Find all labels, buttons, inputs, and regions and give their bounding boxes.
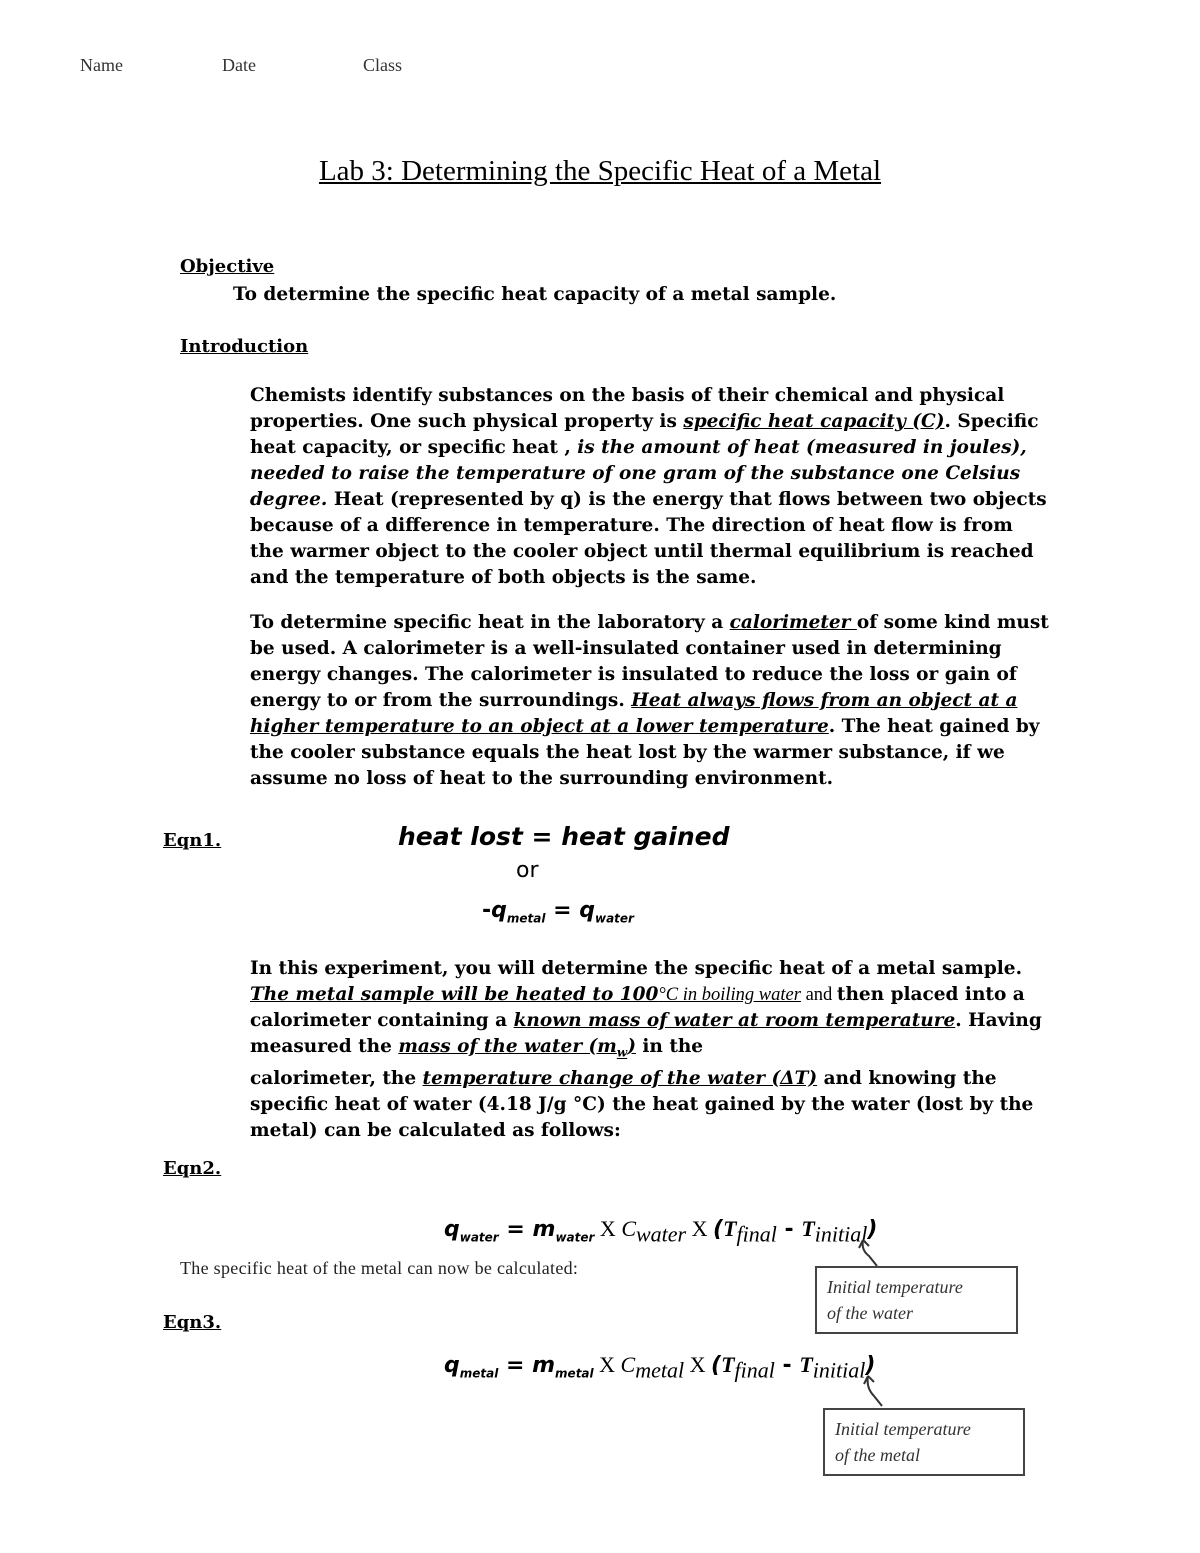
callout-1-line-2: of the water [827, 1303, 913, 1323]
callout-2-pointer [860, 1374, 900, 1410]
eqn1-heat-balance: heat lost = heat gained [398, 822, 730, 851]
introduction-heading: Introduction [180, 336, 309, 357]
eqn1-or: or [516, 858, 539, 883]
eqn2-formula: $q_{water} = m_{water}$ X $C_{water}$ X $(T_{final} - T_{initial})$ [444, 1216, 878, 1247]
class-label: Class [363, 55, 403, 75]
note-text: The specific heat of the metal can now be calculated: [180, 1258, 579, 1278]
callout-initial-temp-metal [823, 1408, 1025, 1476]
eqn1-label: Eqn1. [163, 830, 222, 851]
callout-2-line-2: of the metal [835, 1445, 920, 1465]
objective-heading: Objective [180, 256, 275, 277]
callout-1-line-1: Initial temperature [827, 1277, 963, 1297]
callout-initial-temp-water [815, 1266, 1018, 1334]
page-title: Lab 3: Determining the Specific Heat of a Metal [318, 155, 882, 187]
eqn1-q-balance: $-q_{metal} = q_{water}$ [482, 898, 634, 926]
intro-paragraph-1: Chemists identify substances on the basis of their chemical and physical properties. One such physical property is specific heat capacity (C). Specific heat capacity, or specific heat , is the amount of heat (measured in joules), needed to raise the temperature of one gram of the substance one Celsius degree. Heat (represented by q) is the energy that flows between two objects because of a difference in temperature. The direction of heat flow is from the warmer object to the cooler object until thermal equilibrium is reached and the temperature of both objects is the same. [250, 385, 1047, 588]
name-label: Name [80, 55, 123, 75]
objective-text: To determine the specific heat capacity of a metal sample. [233, 284, 837, 305]
eqn3-formula: $q_{metal} = m_{metal}$ X $C_{metal}$ X $(T_{final} - T_{initial})$ [444, 1352, 876, 1383]
eqn3-label: Eqn3. [163, 1312, 222, 1333]
callout-2-line-1: Initial temperature [835, 1419, 971, 1439]
intro-paragraph-2: To determine specific heat in the laboratory a calorimeter of some kind must be used. A calorimeter is a well-insulated container used in determining energy changes. The calorimeter is insulated to reduce the loss or gain of energy to or from the surroundings. Heat always flows from an object at a higher temperature to an object at a lower temperature. The heat gained by the cooler substance equals the heat lost by the warmer substance, if we assume no loss of heat to the surrounding environment. [250, 612, 1049, 789]
eqn2-label: Eqn2. [163, 1158, 222, 1179]
experiment-paragraph: In this experiment, you will determine the specific heat of a metal sample. The metal sample will be heated to 100°C in boiling water and then placed into a calorimeter containing a known mass of water at room temperature. Having measured the mass of the water $(m_w)$ in the calorimeter, the temperature change of the water (ΔT) and knowing the specific heat of water (4.18 J/g °C) the heat gained by the water (lost by the metal) can be calculated as follows: [250, 958, 1042, 1141]
date-label: Date [222, 55, 256, 75]
